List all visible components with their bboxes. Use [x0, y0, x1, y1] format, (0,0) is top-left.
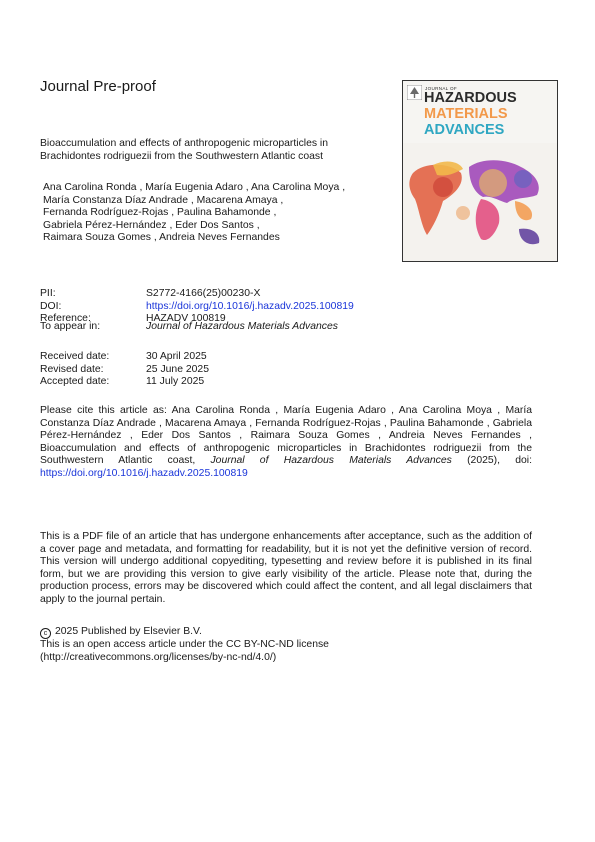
reference-label: Reference: — [40, 313, 91, 325]
author-line: Ana Carolina Ronda , María Eugenia Adaro , Ana Carolina Moya , — [43, 182, 346, 193]
author-line: Raimara Souza Gomes , Andreia Neves Fernandes — [43, 232, 280, 244]
received-date: 30 April 2025 — [146, 351, 207, 362]
revised-label: Revised date: — [40, 363, 104, 375]
doi-link[interactable]: https://doi.org/10.1016/j.hazadv.2025.100819 — [146, 300, 354, 312]
citation-text: Please cite this article as: Ana Carolina Ronda , María Eugenia Adaro , Ana Carolina Moya , María Constanza Díaz Andrade , Macarena Amaya , Fernanda Rodríguez-Rojas , Paulina Bahamonde , Gabriela Pérez-Hernández , Eder Dos Santos , Raimara Souza Gomes , Andreia Neves Fernandes , Bioaccumulation and effects of anthropogenic microparticles in Brachidontes rodriguezii from the Southwestern Atlantic coast, — [40, 405, 532, 467]
journal-pre-proof-header: Journal Pre-proof — [40, 78, 156, 95]
citation-year-doi: (2025), doi: — [451, 455, 533, 467]
received-row — [40, 351, 209, 364]
doi-row — [40, 301, 354, 314]
author-line: Fernanda Rodríguez-Rojas , Paulina Bahamonde , — [43, 207, 277, 219]
license-block — [40, 626, 532, 664]
citation-journal: Journal of Hazardous Materials Advances — [210, 455, 452, 467]
accepted-row — [40, 376, 209, 389]
pii-value: S2772-4166(25)00230-X — [146, 288, 261, 299]
revised-row — [40, 364, 209, 377]
received-label: Received date: — [40, 351, 110, 362]
pre-proof-notice: This is a PDF file of an article that has undergone enhancements after acceptance, such as the addition of a cover page and metadata, and formatting for readability, but it is not yet the definitive version of record. This version will undergo additional copyediting, typesetting and review before it is published in its final form, but we are providing this version to give early visibility of the article. Please note that, during the production process, errors may be discovered which could affect the content, and all legal disclaimers that apply to the journal pertain. — [40, 531, 532, 605]
cover-title-materials: MATERIALS — [424, 106, 508, 122]
article-title: Bioaccumulation and effects of anthropogenic microparticles in Brachidontes rodriguezii from the Southwestern Atlantic coast — [40, 138, 329, 162]
journal-cover-image — [402, 80, 558, 262]
copyright-icon: c — [40, 628, 51, 639]
citation-doi-link[interactable]: https://doi.org/10.1016/j.hazadv.2025.100819 — [40, 467, 248, 479]
cover-title-hazardous: HAZARDOUS — [424, 90, 517, 106]
cover-title-advances: ADVANCES — [424, 122, 505, 138]
accepted-date: 11 July 2025 — [146, 376, 205, 388]
citation-paragraph — [40, 405, 532, 481]
to-appear-label: To appear in: — [40, 321, 101, 332]
article-dates — [40, 351, 209, 389]
author-line: Gabriela Pérez-Hernández , Eder Dos Santos , — [43, 219, 260, 231]
world-map-artwork — [403, 143, 557, 261]
license-url[interactable]: (http://creativecommons.org/licenses/by-nc-nd/4.0/) — [40, 651, 277, 663]
open-access-line: This is an open access article under the CC BY-NC-ND license — [40, 639, 329, 650]
to-appear-in-row — [40, 321, 338, 332]
accepted-label: Accepted date: — [40, 376, 110, 388]
author-list — [43, 182, 383, 245]
copyright-line — [40, 626, 532, 639]
reference-value: HAZADV 100819 — [146, 313, 226, 325]
copyright-text: 2025 Published by Elsevier B.V. — [55, 626, 202, 637]
pii-label: PII: — [40, 288, 56, 299]
cover-journal-of: JOURNAL OF — [425, 86, 457, 91]
elsevier-tree-logo — [407, 85, 422, 100]
pii-row — [40, 288, 354, 301]
author-line: María Constanza Díaz Andrade , Macarena Amaya , — [43, 194, 284, 206]
revised-date: 25 June 2025 — [146, 363, 209, 375]
journal-name: Journal of Hazardous Materials Advances — [146, 321, 338, 332]
doi-label: DOI: — [40, 300, 62, 312]
